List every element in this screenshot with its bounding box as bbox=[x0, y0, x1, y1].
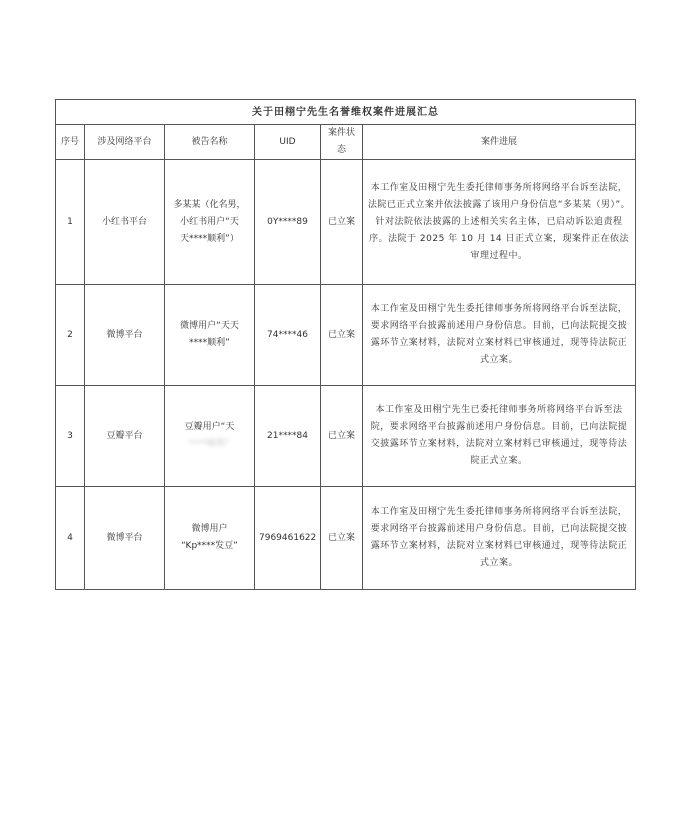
row-progress: 本工作室及田栩宁先生委托律师事务所将网络平台诉至法院，法院已正式立案并依法披露了该用户身份信息“多某某（男）”。针对法院依法披露的上述相关实名主体，已启动诉讼追责程序。法院于 2025 年 10 月 14 日正式立案，现案件正在依法审理过程中。 bbox=[363, 160, 636, 285]
defendant-line: 多某某（化名男， bbox=[173, 199, 246, 210]
table-row bbox=[56, 285, 636, 386]
header-platform: 涉及网络平台 bbox=[85, 125, 165, 160]
defendant-line: 豆瓣用户“天 bbox=[184, 422, 235, 432]
row-no: 1 bbox=[56, 160, 85, 285]
header-progress: 案件进展 bbox=[363, 125, 636, 160]
row-uid: 0Y****89 bbox=[255, 160, 321, 285]
row-no: 3 bbox=[56, 386, 85, 487]
row-status: 已立案 bbox=[321, 386, 363, 487]
row-defendant bbox=[165, 160, 255, 285]
row-status: 已立案 bbox=[321, 160, 363, 285]
header-no: 序号 bbox=[56, 125, 85, 160]
case-summary-table bbox=[55, 99, 636, 590]
defendant-line-blurred: ****顺利” bbox=[189, 439, 230, 449]
defendant-line: ****顺利” bbox=[189, 338, 230, 348]
row-progress: 本工作室及田栩宁先生已委托律师事务所将网络平台诉至法院，要求网络平台披露前述用户身份信息。目前，已向法院提交披露环节立案材料，法院对立案材料已审核通过，现等待法院正式立案。 bbox=[363, 386, 636, 487]
defendant-line: 小红书用户“天 bbox=[180, 216, 239, 227]
row-uid: 21****84 bbox=[255, 386, 321, 487]
row-progress: 本工作室及田栩宁先生委托律师事务所将网络平台诉至法院，要求网络平台披露前述用户身份信息。目前，已向法院提交披露环节立案材料，法院对立案材料已审核通过，现等待法院正式立案。 bbox=[363, 285, 636, 386]
row-defendant bbox=[165, 487, 255, 590]
defendant-line: 微博用户“天天 bbox=[180, 321, 239, 331]
row-defendant bbox=[165, 386, 255, 487]
row-status: 已立案 bbox=[321, 487, 363, 590]
table-row bbox=[56, 160, 636, 285]
header-row bbox=[56, 125, 636, 160]
table-row bbox=[56, 386, 636, 487]
row-no: 4 bbox=[56, 487, 85, 590]
table-title: 关于田栩宁先生名誉维权案件进展汇总 bbox=[56, 100, 636, 125]
row-progress: 本工作室及田栩宁先生委托律师事务所将网络平台诉至法院，要求网络平台披露前述用户身份信息。目前，已向法院提交披露环节立案材料，法院对立案材料已审核通过，现等待法院正式立案。 bbox=[363, 487, 636, 590]
row-platform: 豆瓣平台 bbox=[85, 386, 165, 487]
row-platform: 微博平台 bbox=[85, 285, 165, 386]
table-row bbox=[56, 487, 636, 590]
row-platform: 小红书平台 bbox=[85, 160, 165, 285]
defendant-line: “Kp****发豆” bbox=[181, 541, 238, 551]
row-no: 2 bbox=[56, 285, 85, 386]
row-uid: 74****46 bbox=[255, 285, 321, 386]
row-defendant bbox=[165, 285, 255, 386]
defendant-line: 微博用户 bbox=[191, 524, 228, 534]
defendant-line: 天****顺利”） bbox=[180, 233, 239, 244]
header-status: 案件状态 bbox=[321, 125, 363, 160]
header-uid: UID bbox=[255, 125, 321, 160]
row-status: 已立案 bbox=[321, 285, 363, 386]
row-uid: 7969461622 bbox=[255, 487, 321, 590]
header-defendant: 被告名称 bbox=[165, 125, 255, 160]
row-platform: 微博平台 bbox=[85, 487, 165, 590]
